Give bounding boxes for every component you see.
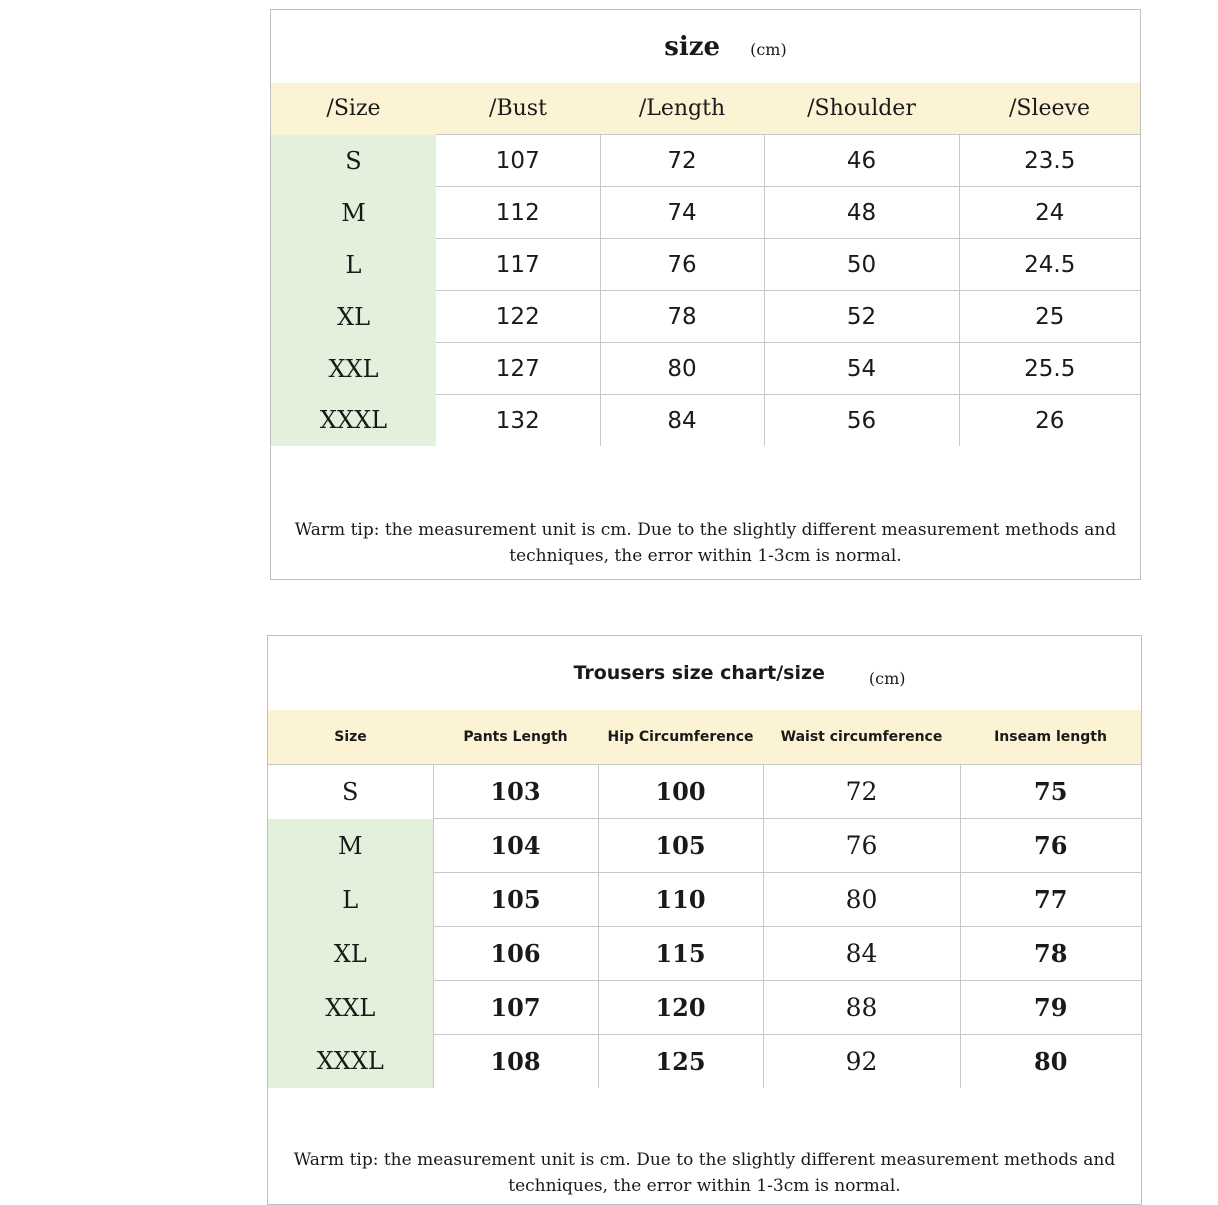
pants-length-value: 105 (433, 873, 598, 927)
bust-value: 127 (436, 343, 600, 395)
shoulder-value: 56 (764, 395, 959, 447)
length-value: 84 (600, 395, 764, 447)
bust-value: 122 (436, 291, 600, 343)
sleeve-value: 25.5 (959, 343, 1140, 395)
inseam-value: 77 (960, 873, 1141, 927)
sleeve-value: 24 (959, 187, 1140, 239)
waist-value: 80 (763, 873, 960, 927)
top-header-row (271, 83, 1140, 135)
shoulder-value: 46 (764, 135, 959, 187)
top-size-chart (270, 9, 1141, 580)
table-row (268, 765, 1141, 819)
header-waist-circumference: Waist circumference (763, 710, 960, 765)
table-row (271, 343, 1140, 395)
sleeve-value: 26 (959, 395, 1140, 447)
bust-value: 112 (436, 187, 600, 239)
size-label: L (271, 239, 436, 291)
pants-length-value: 106 (433, 927, 598, 981)
table-row (271, 291, 1140, 343)
table-row (268, 873, 1141, 927)
hip-value: 125 (598, 1035, 763, 1089)
size-label: S (271, 135, 436, 187)
sleeve-value: 24.5 (959, 239, 1140, 291)
bottom-header-row (268, 710, 1141, 765)
inseam-value: 75 (960, 765, 1141, 819)
size-label: M (271, 187, 436, 239)
length-value: 76 (600, 239, 764, 291)
size-label: XL (271, 291, 436, 343)
inseam-value: 76 (960, 819, 1141, 873)
length-value: 72 (600, 135, 764, 187)
hip-value: 110 (598, 873, 763, 927)
header-hip-circumference: Hip Circumference (598, 710, 763, 765)
header-size: Size (268, 710, 433, 765)
sleeve-value: 25 (959, 291, 1140, 343)
size-label: XXXL (271, 395, 436, 447)
inseam-value: 78 (960, 927, 1141, 981)
trousers-size-chart (267, 635, 1142, 1205)
header-shoulder: /Shoulder (764, 83, 959, 135)
size-label: L (268, 873, 433, 927)
pants-length-value: 104 (433, 819, 598, 873)
table-row (268, 981, 1141, 1035)
bottom-chart-warm-tip: Warm tip: the measurement unit is cm. Due to the slightly different measurement methods and techniques, the error within 1-3cm is normal. (293, 1150, 1116, 1196)
waist-value: 88 (763, 981, 960, 1035)
table-row (271, 135, 1140, 187)
length-value: 80 (600, 343, 764, 395)
table-row (268, 819, 1141, 873)
header-sleeve: /Sleeve (959, 83, 1140, 135)
size-label: XXL (268, 981, 433, 1035)
waist-value: 76 (763, 819, 960, 873)
inseam-value: 79 (960, 981, 1141, 1035)
size-label: M (268, 819, 433, 873)
size-label: XXL (271, 343, 436, 395)
header-pants-length: Pants Length (433, 710, 598, 765)
length-value: 74 (600, 187, 764, 239)
shoulder-value: 52 (764, 291, 959, 343)
table-row (268, 927, 1141, 981)
sleeve-value: 23.5 (959, 135, 1140, 187)
pants-length-value: 108 (433, 1035, 598, 1089)
bust-value: 132 (436, 395, 600, 447)
bust-value: 117 (436, 239, 600, 291)
table-row (271, 187, 1140, 239)
header-size: /Size (271, 83, 436, 135)
top-chart-title-row (271, 10, 1140, 83)
size-label: XXXL (268, 1035, 433, 1089)
waist-value: 84 (763, 927, 960, 981)
size-label: XL (268, 927, 433, 981)
top-chart-title: size (664, 31, 721, 62)
header-bust: /Bust (436, 83, 600, 135)
hip-value: 100 (598, 765, 763, 819)
waist-value: 72 (763, 765, 960, 819)
top-size-table (271, 83, 1140, 446)
pants-length-value: 103 (433, 765, 598, 819)
trousers-size-table (268, 710, 1141, 1088)
top-chart-unit: (cm) (750, 40, 787, 59)
top-chart-warm-tip: Warm tip: the measurement unit is cm. Due to the slightly different measurement methods and techniques, the error within 1-3cm is normal. (294, 520, 1117, 566)
bottom-chart-title: Trousers size chart/size (573, 662, 825, 684)
hip-value: 120 (598, 981, 763, 1035)
bottom-chart-unit: (cm) (868, 668, 906, 688)
length-value: 78 (600, 291, 764, 343)
table-row (271, 239, 1140, 291)
shoulder-value: 50 (764, 239, 959, 291)
header-length: /Length (600, 83, 764, 135)
header-inseam-length: Inseam length (960, 710, 1141, 765)
shoulder-value: 48 (764, 187, 959, 239)
pants-length-value: 107 (433, 981, 598, 1035)
table-row (268, 1035, 1141, 1089)
inseam-value: 80 (960, 1035, 1141, 1089)
bottom-chart-title-row (268, 636, 1141, 710)
shoulder-value: 54 (764, 343, 959, 395)
bust-value: 107 (436, 135, 600, 187)
hip-value: 105 (598, 819, 763, 873)
hip-value: 115 (598, 927, 763, 981)
size-label: S (268, 765, 433, 819)
waist-value: 92 (763, 1035, 960, 1089)
table-row (271, 395, 1140, 447)
